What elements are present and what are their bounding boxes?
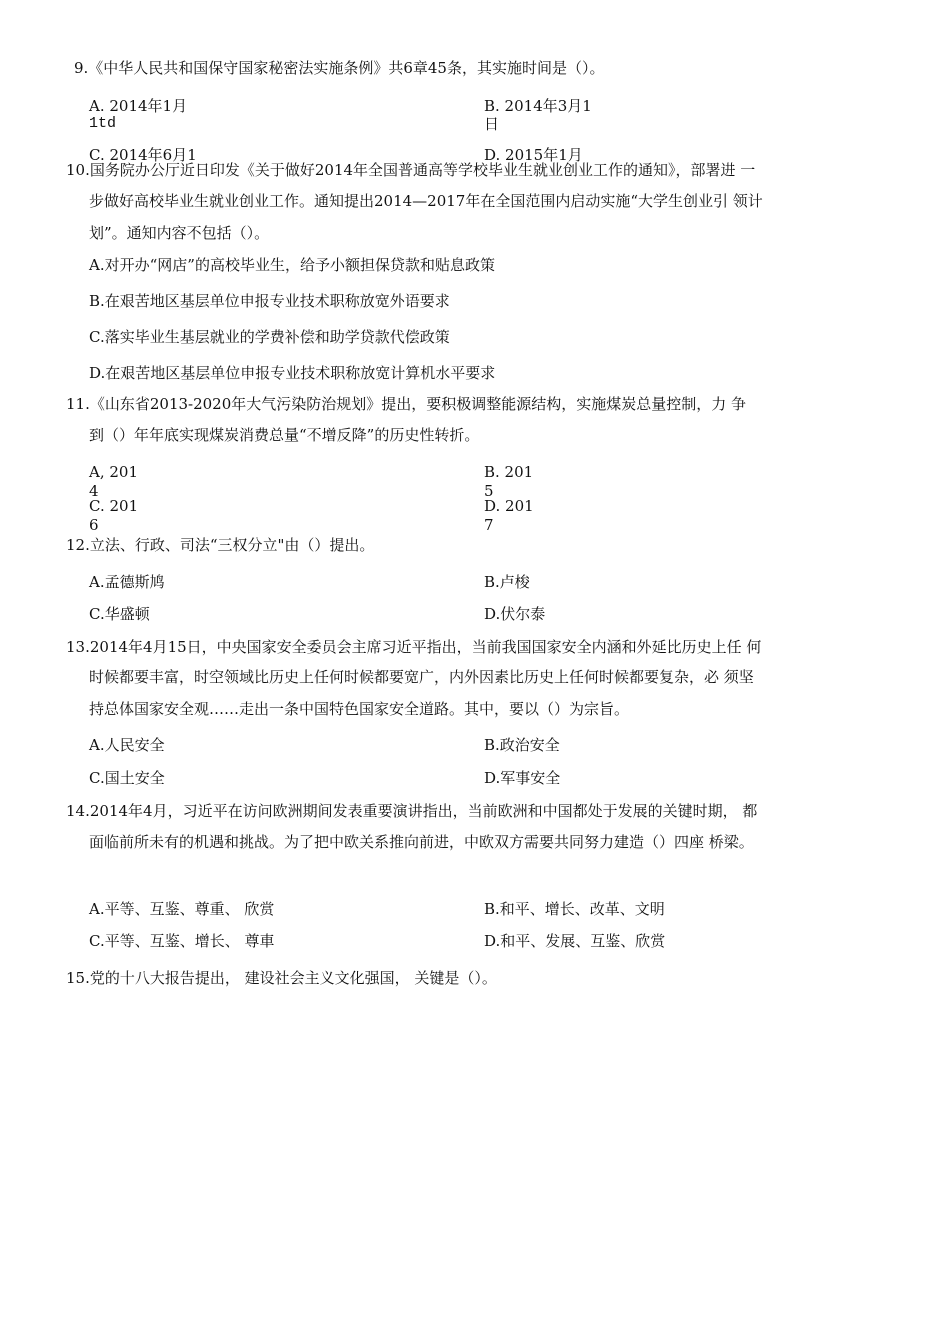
q14-option-a: A.平等、互鉴、尊重、 欣赏: [89, 900, 275, 918]
q13-option-a: A.人民安全: [89, 736, 165, 754]
q13-stem-line1: 13.2014年4月15日，中央国家安全委员会主席习近平指出，当前我国国家安全内涵和外延比历史上任 何: [66, 638, 762, 656]
q11-option-a: A, 201: [89, 463, 138, 481]
q14-stem-line2: 面临前所未有的机遇和挑战。为了把中欧关系推向前进，中欧双方需要共同努力建造（）四座 桥梁。: [89, 833, 754, 851]
q10-option-d: D.在艰苦地区基层单位申报专业技术职称放宽计算机水平要求: [89, 364, 496, 382]
q13-option-c: C.国土安全: [89, 769, 165, 787]
q11-option-b-wrap: 5: [484, 482, 494, 500]
q15-stem: 15.党的十八大报告提出， 建设社会主义文化强国， 关键是（）。: [66, 969, 497, 987]
q11-option-d-wrap: 7: [484, 516, 494, 534]
q11-option-a-wrap: 4: [89, 482, 99, 500]
q10-stem-line3: 划”。通知内容不包括（）。: [89, 224, 270, 242]
q9-option-a-wrap: 1td: [89, 115, 117, 132]
q11-option-d: D. 201: [484, 497, 534, 515]
q9-option-a: A. 2014年1月: [89, 97, 188, 115]
q9-option-c: C. 2014年6月1: [89, 146, 197, 164]
q14-option-c: C.平等、互鉴、增长、 尊車: [89, 932, 275, 950]
q10-option-c: C.落实毕业生基层就业的学费补偿和助学贷款代偿政策: [89, 328, 450, 346]
q9-option-b: B. 2014年3月1: [484, 97, 592, 115]
q9-option-d: D. 2015年1月: [484, 146, 583, 164]
q9-stem: 9.《中华人民共和国保守国家秘密法实施条例》共6章45条，其实施时间是（）。: [74, 59, 605, 77]
q14-option-b: B.和平、增长、改革、文明: [484, 900, 665, 918]
q13-stem-line3: 持总体国家安全观……走出一条中国特色国家安全道路。其中，要以（）为宗旨。: [89, 700, 630, 718]
q10-option-a: A.对开办“网店”的高校毕业生，给予小额担保贷款和贴息政策: [89, 256, 495, 274]
q13-option-b: B.政治安全: [484, 736, 560, 754]
q10-stem-line2: 步做好高校毕业生就业创业工作。通知提出2014—2017年在全国范围内启动实施“大学生创业引 领计: [89, 192, 763, 210]
q12-option-b: B.卢梭: [484, 573, 530, 591]
q12-option-d: D.伏尔泰: [484, 605, 546, 623]
q13-option-d: D.军事安全: [484, 769, 561, 787]
q9-option-b-wrap: 日: [484, 115, 500, 133]
q12-option-c: C.华盛顿: [89, 605, 150, 623]
q11-stem-line1: 11.《山东省2013-2020年大气污染防治规划》提出，要积极调整能源结构，实施煤炭总量控制，力 争: [66, 395, 747, 413]
q12-option-a: A.孟德斯鸠: [89, 573, 165, 591]
q10-stem-line1: 10.国务院办公厅近日印发《关于做好2014年全国普通高等学校毕业生就业创业工作的通知》，部署进 一: [66, 161, 756, 179]
q11-option-c: C. 201: [89, 497, 139, 515]
q14-stem-line1: 14.2014年4月，习近平在访问欧洲期间发表重要演讲指出，当前欧洲和中国都处于发展的关键时期， 都: [66, 802, 758, 820]
q11-option-b: B. 201: [484, 463, 534, 481]
q12-stem: 12.立法、行政、司法“三权分立"由（）提出。: [66, 536, 375, 554]
q10-option-b: B.在艰苦地区基层单位申报专业技术职称放宽外语要求: [89, 292, 450, 310]
q11-stem-line2: 到（）年年底实现煤炭消费总量“不增反降”的历史性转折。: [89, 426, 480, 444]
q14-option-d: D.和平、发展、互鉴、欣赏: [484, 932, 666, 950]
q13-stem-line2: 时候都要丰富，时空领域比历史上任何时候都要宽广，内外因素比历史上任何时候都要复杂，必 须坚: [89, 668, 754, 686]
q11-option-c-wrap: 6: [89, 516, 99, 534]
